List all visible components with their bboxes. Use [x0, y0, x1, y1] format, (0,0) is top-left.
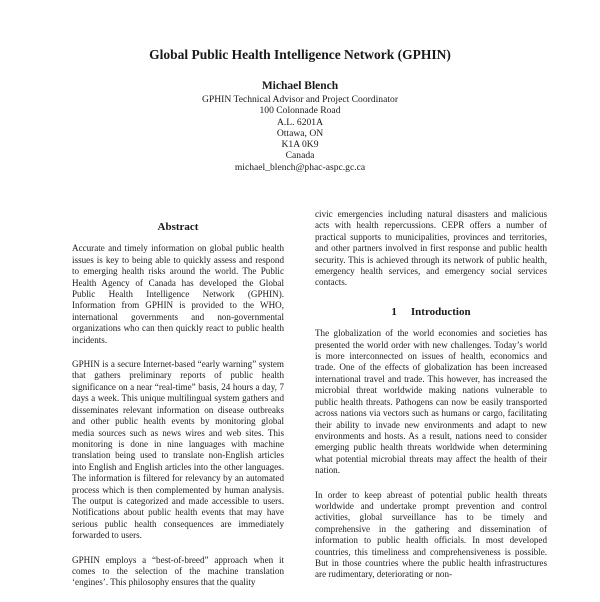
affiliation-line: Canada	[285, 150, 315, 162]
continued-paragraph: civic emergencies including natural disasters and malicious acts with health repercussions. CEPR offers a number of practical supports to municipalities, provinces and territories, and other partners involved in first response and public health security. This is achieved through its network of public health, emergency health services, and emergency social services contacts.	[315, 209, 547, 288]
affiliation-line: 100 Colonnade Road	[259, 105, 341, 117]
paper-title: Global Public Health Intelligence Network (GPHIN)	[149, 47, 451, 62]
section-heading-introduction	[315, 307, 547, 318]
affiliation-line: GPHIN Technical Advisor and Project Coordinator	[201, 94, 399, 105]
abstract-paragraph: GPHIN employs a “best-of-breed” approach when it comes to the selection of the machine translation ‘engines’. This philosophy ensures that the quality	[72, 554, 284, 588]
abstract-paragraph: Accurate and timely information on global public health issues is key to being able to quickly assess and respond to emerging health risks around the world. The Public Health Agency of Canada has developed the Global Public Health Intelligence Network (GPHIN). Information from GPHIN is provided to the WHO, international governments and non-governmental organizations who can then quickly react to public health incidents.	[72, 243, 284, 345]
affiliation-line: Ottawa, ON	[276, 127, 324, 139]
affiliation-line: K1A 0K9	[281, 139, 319, 151]
left-column	[72, 222, 284, 602]
body-paragraph: The globalization of the world economies and societies has presented the world order with new challenges. Today’s world is more interconnected on issues of health, economics and trade. One of the effects of globalization has been increased international travel and trade. This however, has increased the microbial threat worldwide making nations vulnerable to public health threats. Pathogens can now be easily transported across nations via vectors such as humans or cargo, facilitating their ability to invade new environments and adapt to new environments and hosts. As a result, nations need to consider emerging public health threats worldwide when determining what potential microbial threats may affect the health of their nation.	[315, 328, 547, 476]
right-column	[315, 209, 547, 594]
body-paragraph: In order to keep abreast of potential public health threats worldwide and undertake prompt prevention and control activities, global surveillance has to be timely and comprehensive in the gathering and dissemination of information to public health officials. In most developed countries, this timeliness and comprehensiveness is possible. But in those countries where the public health infrastructures are rudimentary, deteriorating or non-	[315, 489, 547, 580]
section-number: 1	[391, 305, 397, 318]
abstract-paragraph: GPHIN is a secure Internet-based “early warning” system that gathers preliminary reports of public health significance on a near “real-time” basis, 24 hours a day, 7 days a week. This unique multilingual system gathers and disseminates relevant information on disease outbreaks and other public health events by monitoring global media sources such as news wires and web sites. This monitoring is done in nine languages with machine translation being used to translate non-English articles into English and English articles into the other languages. The information is filtered for relevancy by an automated process which is then complemented by human analysis. The output is categorized and made accessible to users. Notifications about public health events that may have serious public health consequences are immediately forwarded to users.	[72, 359, 284, 541]
affiliation-line: A.L. 6201A	[276, 116, 324, 128]
author-affiliation	[0, 94, 600, 173]
section-title: Introduction	[410, 305, 471, 318]
author-name: Michael Blench	[261, 80, 339, 92]
author-email: michael_blench@phac-aspc.gc.ca	[234, 161, 366, 173]
abstract-heading: Abstract	[157, 221, 199, 233]
